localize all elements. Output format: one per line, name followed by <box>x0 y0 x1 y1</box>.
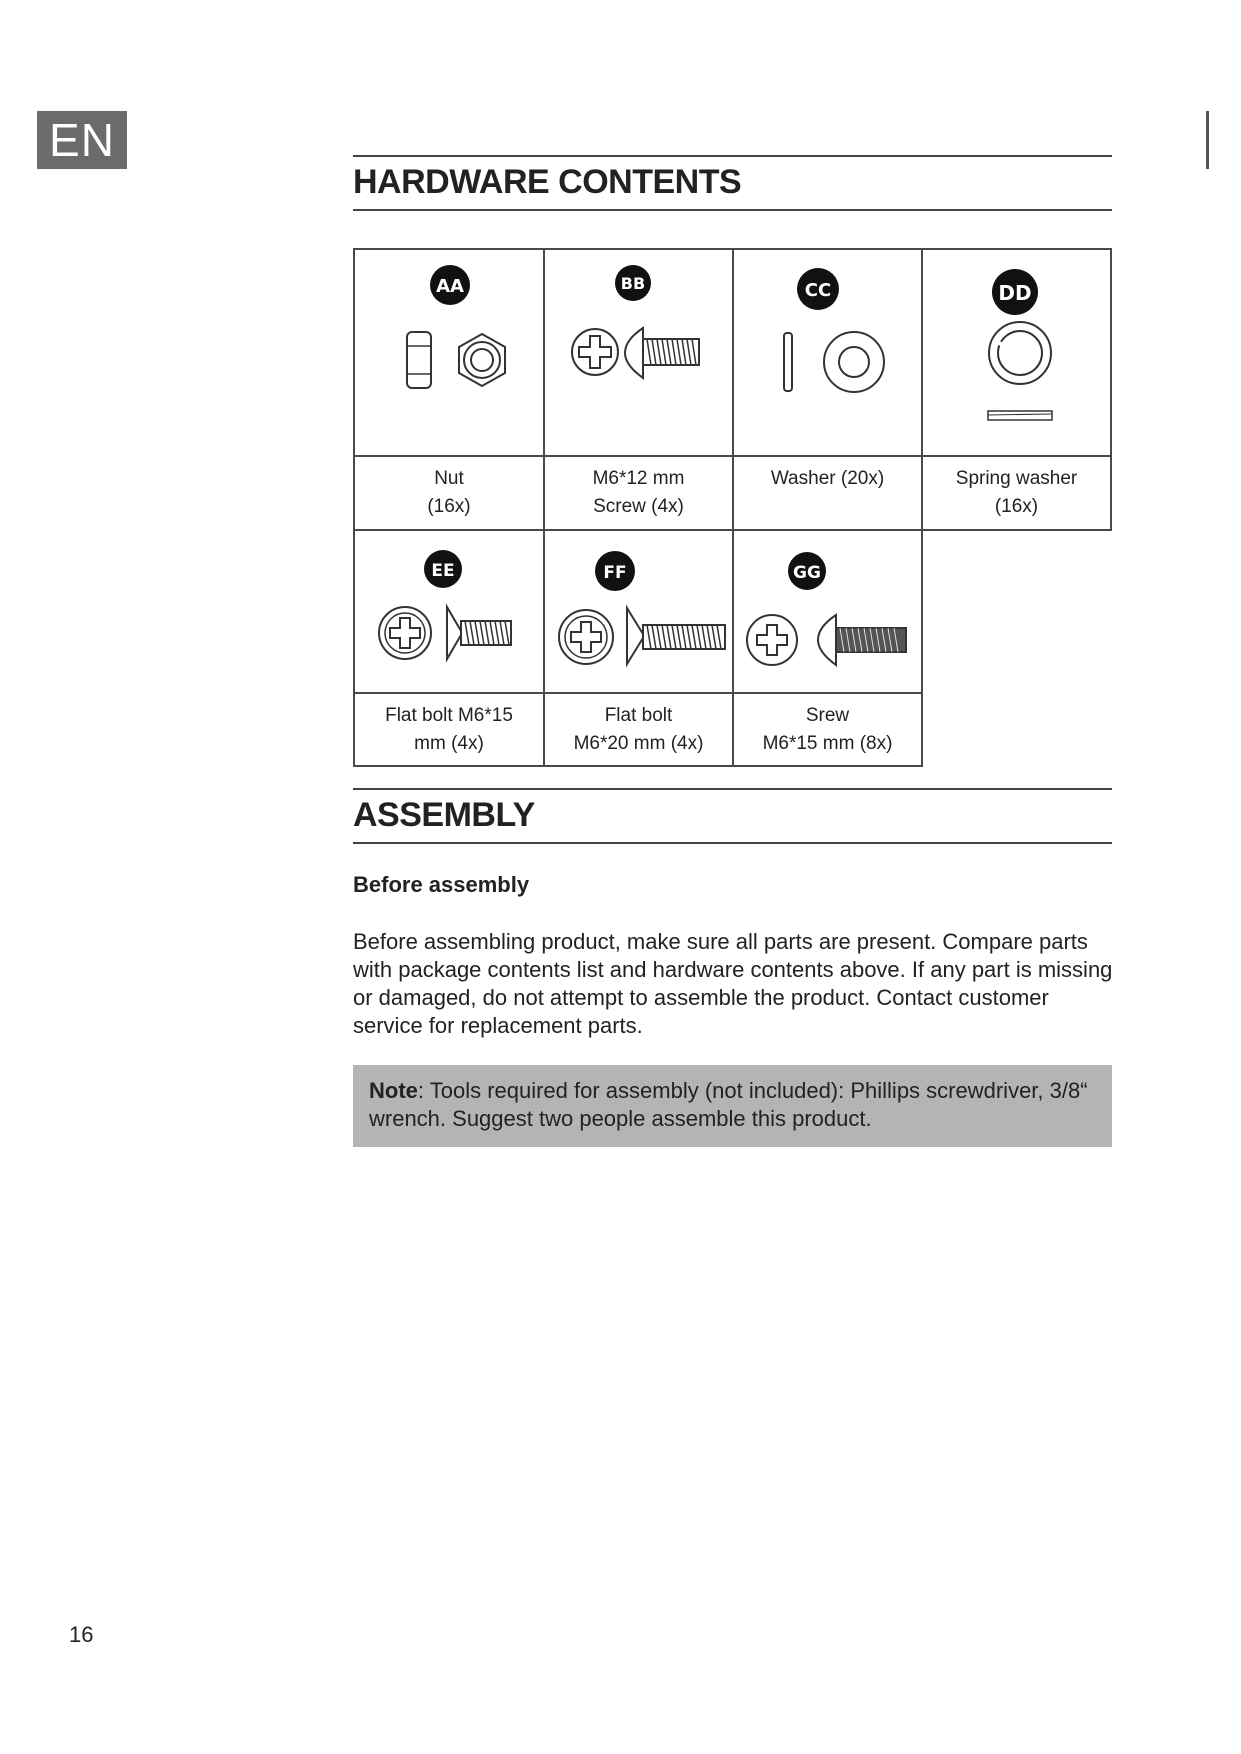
part-cell-cc <box>733 249 922 456</box>
part-cell-ff <box>544 530 733 693</box>
note-text: : Tools required for assembly (not included): Phillips screwdriver, 3/8“ wrench. Suggest two people assemble this product. <box>369 1078 1088 1131</box>
part-cell-bb <box>544 249 733 456</box>
part-caption-gg <box>733 693 922 766</box>
badge-bb: BB <box>620 274 646 293</box>
before-assembly-heading: Before assembly <box>353 872 530 897</box>
caption-dd-line1: Spring washer <box>955 468 1078 489</box>
round-head-screw-icon <box>734 531 921 686</box>
hardware-contents-title: HARDWARE CONTENTS <box>353 163 742 201</box>
part-caption-dd <box>922 456 1111 530</box>
caption-dd-line2: (16x) <box>994 496 1039 517</box>
badge-ff: FF <box>603 563 627 583</box>
badge-cc: CC <box>804 280 832 301</box>
assembly-title: ASSEMBLY <box>353 796 535 834</box>
caption-bb-line2: Screw (4x) <box>593 496 684 517</box>
part-caption-cc <box>733 456 922 530</box>
part-cell-ee <box>354 530 544 693</box>
empty-cell <box>922 530 1111 693</box>
assembly-header <box>353 788 1112 844</box>
caption-gg-line1: Srew <box>805 705 850 726</box>
part-caption-bb <box>544 456 733 530</box>
hardware-contents-header <box>353 155 1112 211</box>
part-caption-aa <box>354 456 544 530</box>
pan-head-screw-icon <box>545 250 732 449</box>
caption-ff-line2: M6*20 mm (4x) <box>573 733 704 754</box>
language-tab: EN <box>37 111 127 169</box>
badge-aa: AA <box>436 276 464 297</box>
page-edge-marker <box>1206 111 1209 169</box>
badge-gg: GG <box>793 563 821 583</box>
badge-dd: DD <box>998 281 1032 305</box>
part-cell-aa <box>354 249 544 456</box>
spring-washer-icon <box>923 250 1110 449</box>
part-cell-dd <box>922 249 1111 456</box>
nut-icon <box>355 250 543 449</box>
note-label: Note <box>369 1078 418 1103</box>
badge-ee: EE <box>431 561 455 581</box>
caption-aa-line2: (16x) <box>427 496 471 517</box>
flat-bolt-icon <box>355 531 543 686</box>
empty-cell <box>922 693 1111 766</box>
flat-bolt-long-icon <box>545 531 732 686</box>
caption-aa-line1: Nut <box>434 468 464 489</box>
before-assembly-paragraph: Before assembling product, make sure all parts are present. Compare parts with package contents list and hardware contents above. If any part is missing or damaged, do not attempt to assemble the product. Contact customer service for replacement parts. <box>353 929 1113 1038</box>
hardware-table <box>353 248 1112 767</box>
part-caption-ee <box>354 693 544 766</box>
page-number: 16 <box>69 1622 94 1647</box>
part-caption-ff <box>544 693 733 766</box>
caption-cc-line1: Washer (20x) <box>770 468 885 489</box>
caption-ee-line2: mm (4x) <box>414 733 484 754</box>
note-box <box>353 1065 1112 1147</box>
part-cell-gg <box>733 530 922 693</box>
caption-ff-line1: Flat bolt <box>604 705 673 726</box>
caption-gg-line2: M6*15 mm (8x) <box>762 733 893 754</box>
caption-ee-line1: Flat bolt M6*15 <box>385 705 513 726</box>
caption-bb-line1: M6*12 mm <box>592 468 685 489</box>
flat-washer-icon <box>734 250 921 449</box>
